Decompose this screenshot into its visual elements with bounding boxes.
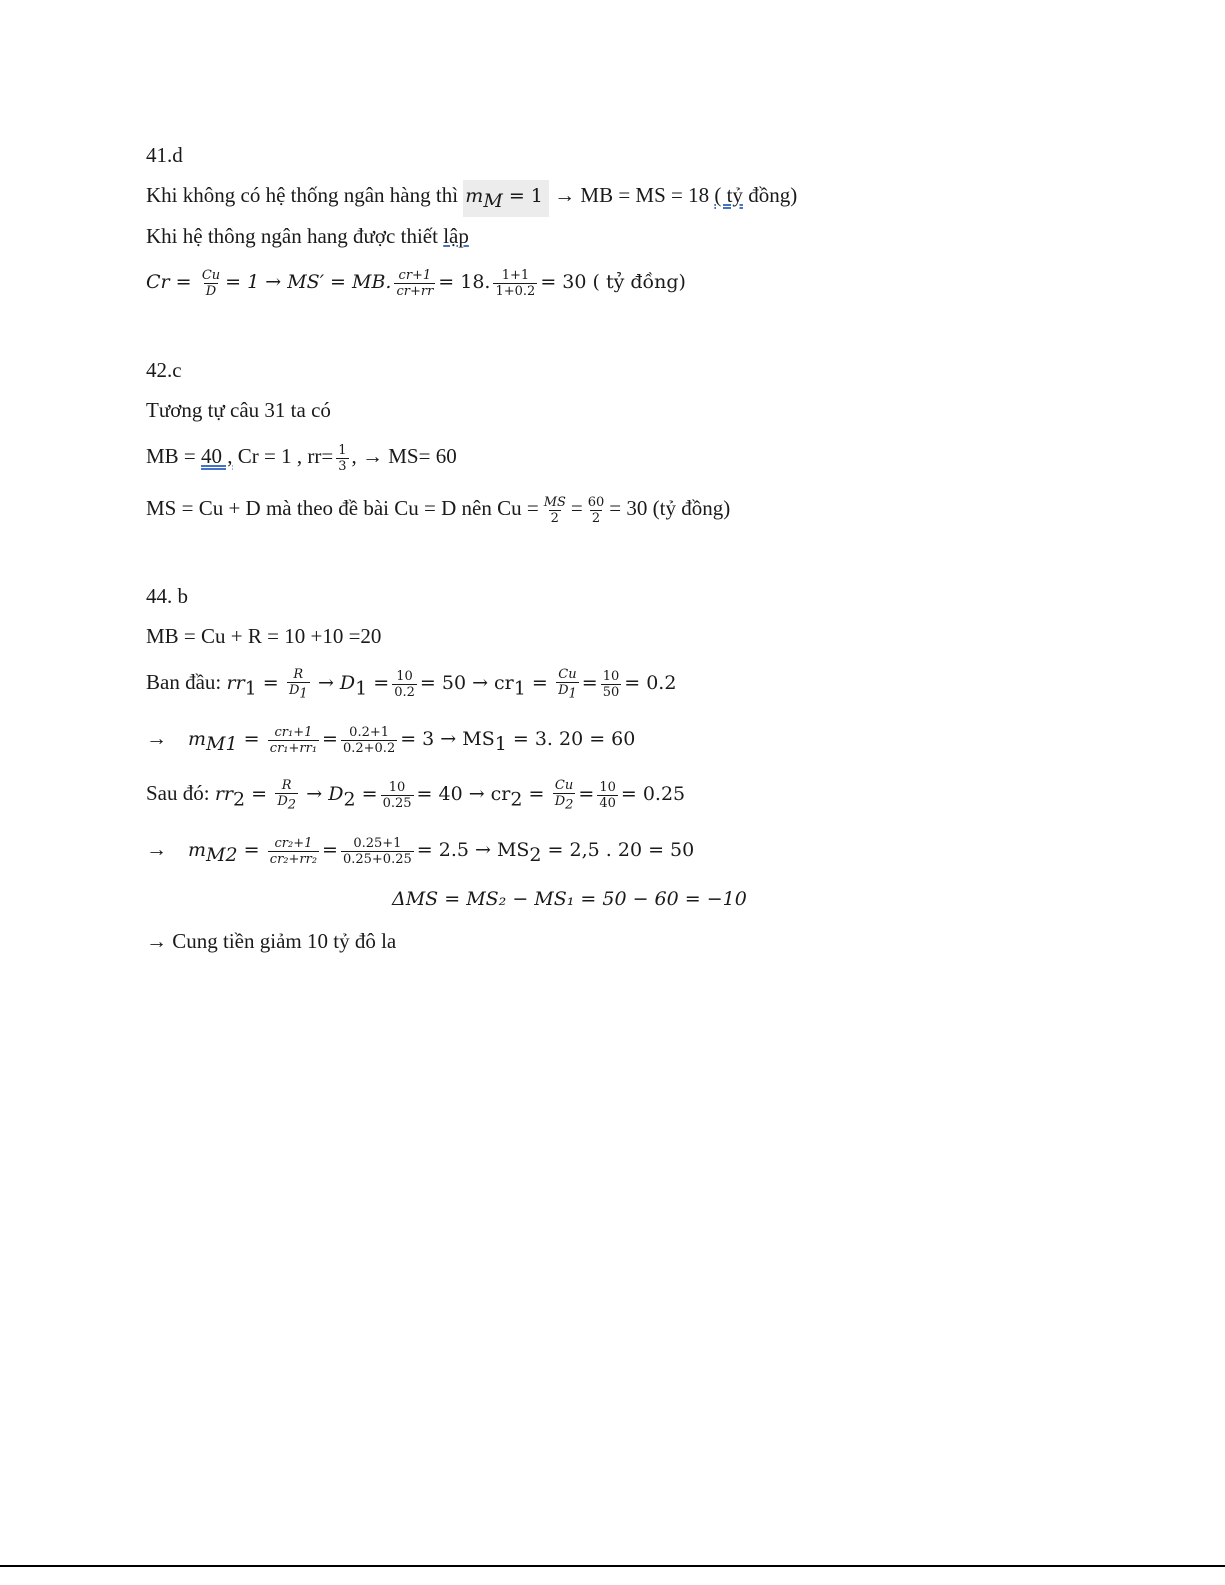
q41-formula xyxy=(146,266,686,299)
frac-den-sub: 2 xyxy=(565,797,574,813)
q42-line3-text: MS = Cu + D mà theo đề bài Cu = D nên Cu = xyxy=(146,496,539,520)
q42-frac-60 xyxy=(586,495,607,526)
frac-den: 3 xyxy=(338,458,347,474)
q44-eq: = xyxy=(525,672,548,695)
frac-den: 2 xyxy=(591,510,601,526)
q44-eq: = xyxy=(245,783,268,806)
frac-den: 50 xyxy=(602,684,620,700)
q41-frac-cu-d xyxy=(200,268,222,299)
frac-den: 0.2+0.2 xyxy=(342,740,396,756)
frac-den-sub: 1 xyxy=(299,686,308,702)
frac-den: cr₁+rr₁ xyxy=(269,740,318,756)
q41-line1-text: Khi không có hệ thống ngân hàng thì xyxy=(146,183,464,207)
q41-line1-result: → MB = MS = 18 xyxy=(548,183,715,207)
q44-sau-do: Sau đó: xyxy=(146,781,215,806)
q44-cr2-value: = 0.25 xyxy=(620,783,686,806)
q42-line2 xyxy=(146,441,457,474)
frac-num: 0.2+1 xyxy=(349,724,390,740)
frac-num: MS xyxy=(543,494,566,510)
frac-den: 0.25 xyxy=(382,795,412,811)
frac-num: cr₂+1 xyxy=(274,835,313,851)
q44-sub: 2 xyxy=(529,844,542,867)
q44-sub: 2 xyxy=(343,788,356,811)
q41-line1-unit: đồng) xyxy=(742,183,798,207)
frac-num: 10 xyxy=(396,668,413,684)
q44-rr2: rr xyxy=(214,783,234,806)
q41-frac-cr xyxy=(394,268,435,299)
q44-frac-10-025 xyxy=(381,780,414,811)
q44-line4 xyxy=(146,778,685,814)
frac-num: 10 xyxy=(599,779,616,795)
q44-eq: = xyxy=(237,839,260,861)
q44-line6 xyxy=(392,883,747,914)
frac-den: cr+rr xyxy=(396,283,434,299)
frac-den xyxy=(556,682,579,702)
q42-mb-value: 40 , xyxy=(201,444,233,468)
q42-frac-ms xyxy=(542,495,568,526)
frac-num: 60 xyxy=(587,494,605,510)
q41-result: = 30 ( tỷ đồng) xyxy=(540,271,686,293)
q41-line2 xyxy=(146,221,469,251)
q44-line2 xyxy=(146,667,676,703)
q41-line2-underlined: lập xyxy=(443,224,469,248)
frac-den-d: D xyxy=(288,683,300,698)
q44-frac-025 xyxy=(341,836,414,867)
q42-line3 xyxy=(146,493,730,526)
frac-num: Cu xyxy=(558,667,577,682)
q44-eq: = xyxy=(367,672,390,695)
q42-frac-rr xyxy=(336,443,348,474)
q44-eq: = xyxy=(237,728,260,750)
frac-den xyxy=(287,682,310,702)
q42-cr-rr: Cr = 1 , rr= xyxy=(232,444,334,468)
q44-frac-cu-d2 xyxy=(553,778,576,813)
q41-cr: Cr = xyxy=(146,271,192,293)
q44-sub: 1 xyxy=(494,733,507,756)
frac-num: 10 xyxy=(388,779,406,795)
frac-den: 2 xyxy=(550,510,559,526)
q44-eq: = xyxy=(256,672,279,695)
q44-sub: 1 xyxy=(513,677,526,700)
q41-line2-text: Khi hệ thông ngân hang được thiết xyxy=(146,224,444,248)
arrow-icon: → xyxy=(146,726,167,750)
frac-num: Cu xyxy=(201,267,221,283)
page-bottom-border xyxy=(0,1565,1225,1567)
q44-frac-10-50 xyxy=(601,669,622,700)
frac-num: cr+1 xyxy=(398,267,432,283)
q44-cr1-value: = 0.2 xyxy=(624,672,677,695)
q41-frac-values xyxy=(493,268,537,299)
q44-sub: 1 xyxy=(244,677,257,700)
q44-line3 xyxy=(146,723,635,759)
frac-den-sub: 2 xyxy=(287,797,297,813)
q44-frac-02 xyxy=(341,725,397,756)
q41-heading: 41.d xyxy=(146,143,183,167)
q44-frac-cu-d1 xyxy=(556,667,579,702)
frac-den-d: D xyxy=(277,794,288,809)
q41-mm-sub: M xyxy=(483,190,503,213)
frac-den: 0.25+0.25 xyxy=(342,851,412,867)
q44-sub: 2 xyxy=(510,788,523,811)
q41-line1 xyxy=(146,180,797,216)
q42-heading: 42.c xyxy=(146,358,182,382)
q42-line1: Tương tự câu 31 ta có xyxy=(146,398,331,422)
q44-eq: = xyxy=(581,672,598,695)
q44-cr2: = 40 → cr xyxy=(416,783,511,806)
frac-den xyxy=(553,793,576,813)
q44-sub: 2 xyxy=(233,788,246,811)
q42-mb: MB = xyxy=(146,444,202,468)
frac-den-d: D xyxy=(554,794,566,809)
q44-m: m xyxy=(188,839,207,861)
q42-result: = 30 (tỷ đồng) xyxy=(609,496,731,520)
q44-ms2: = 2.5 → MS xyxy=(416,839,530,861)
frac-num: R xyxy=(293,667,304,682)
frac-num: 0.25+1 xyxy=(353,835,402,851)
q44-m: m xyxy=(188,728,207,750)
q41-mm-eq: = 1 xyxy=(502,185,543,207)
q44-eq: = xyxy=(322,728,338,750)
q44-sub: 1 xyxy=(355,677,368,700)
q44-rr1: rr xyxy=(226,672,245,695)
q44-eq: = xyxy=(522,783,545,806)
q44-eq: = xyxy=(578,783,595,806)
q41-18: = 18. xyxy=(438,271,491,293)
q42-ms: , → MS= 60 xyxy=(351,444,457,468)
q44-frac-10-40 xyxy=(597,780,618,811)
frac-num: 1 xyxy=(338,442,347,458)
frac-num: 10 xyxy=(602,668,620,684)
q41-ms-prime: = 1 → MS′ = MB. xyxy=(225,271,392,293)
q44-delta-ms: ΔMS = MS₂ − MS₁ = 50 − 60 = −10 xyxy=(392,888,747,910)
q44-eq: = xyxy=(322,839,338,861)
arrow-icon: → xyxy=(146,837,167,861)
frac-den-d: D xyxy=(558,683,569,698)
q41-mm-symbol: m xyxy=(465,185,484,207)
q44-eq: = xyxy=(355,783,378,806)
frac-num: 1+1 xyxy=(501,267,530,283)
frac-den-sub: 1 xyxy=(568,686,577,702)
q44-cr1: = 50 → cr xyxy=(419,672,514,695)
frac-den: D xyxy=(205,283,217,299)
frac-den: 40 xyxy=(599,795,616,811)
frac-den: cr₂+rr₂ xyxy=(269,851,318,867)
q42-eq: = xyxy=(570,496,583,520)
q44-line5 xyxy=(146,834,694,870)
frac-num: cr₁+1 xyxy=(274,724,313,740)
q44-m-sub: M2 xyxy=(206,844,238,867)
frac-num: R xyxy=(281,778,292,793)
frac-den: 1+0.2 xyxy=(495,283,536,299)
frac-den xyxy=(275,793,298,813)
q44-line1: MB = Cu + R = 10 +10 =20 xyxy=(146,624,382,648)
q44-heading: 44. b xyxy=(146,584,188,608)
q44-ban-dau: Ban đầu: xyxy=(146,670,227,695)
q44-d1: → D xyxy=(317,672,356,695)
q44-ms1: = 3 → MS xyxy=(400,728,495,750)
q44-line7: → Cung tiền giảm 10 tỷ đô la xyxy=(146,929,397,953)
q44-frac-10-02 xyxy=(392,669,417,700)
q41-line1-unit-underlined: ( tỷ xyxy=(714,183,743,207)
q44-frac-cr2 xyxy=(268,836,319,867)
q44-frac-cr1 xyxy=(268,725,319,756)
q44-frac-r-d1 xyxy=(287,667,310,702)
q44-frac-r-d2 xyxy=(275,778,298,813)
q44-ms2-value: = 2,5 . 20 = 50 xyxy=(541,839,695,861)
q44-ms1-value: = 3. 20 = 60 xyxy=(506,728,636,750)
q41-formula-highlight xyxy=(463,180,549,217)
q44-d2: → D xyxy=(306,783,344,806)
frac-den: 0.2 xyxy=(394,684,415,700)
frac-num: Cu xyxy=(554,778,574,793)
q44-m-sub: M1 xyxy=(206,733,238,756)
